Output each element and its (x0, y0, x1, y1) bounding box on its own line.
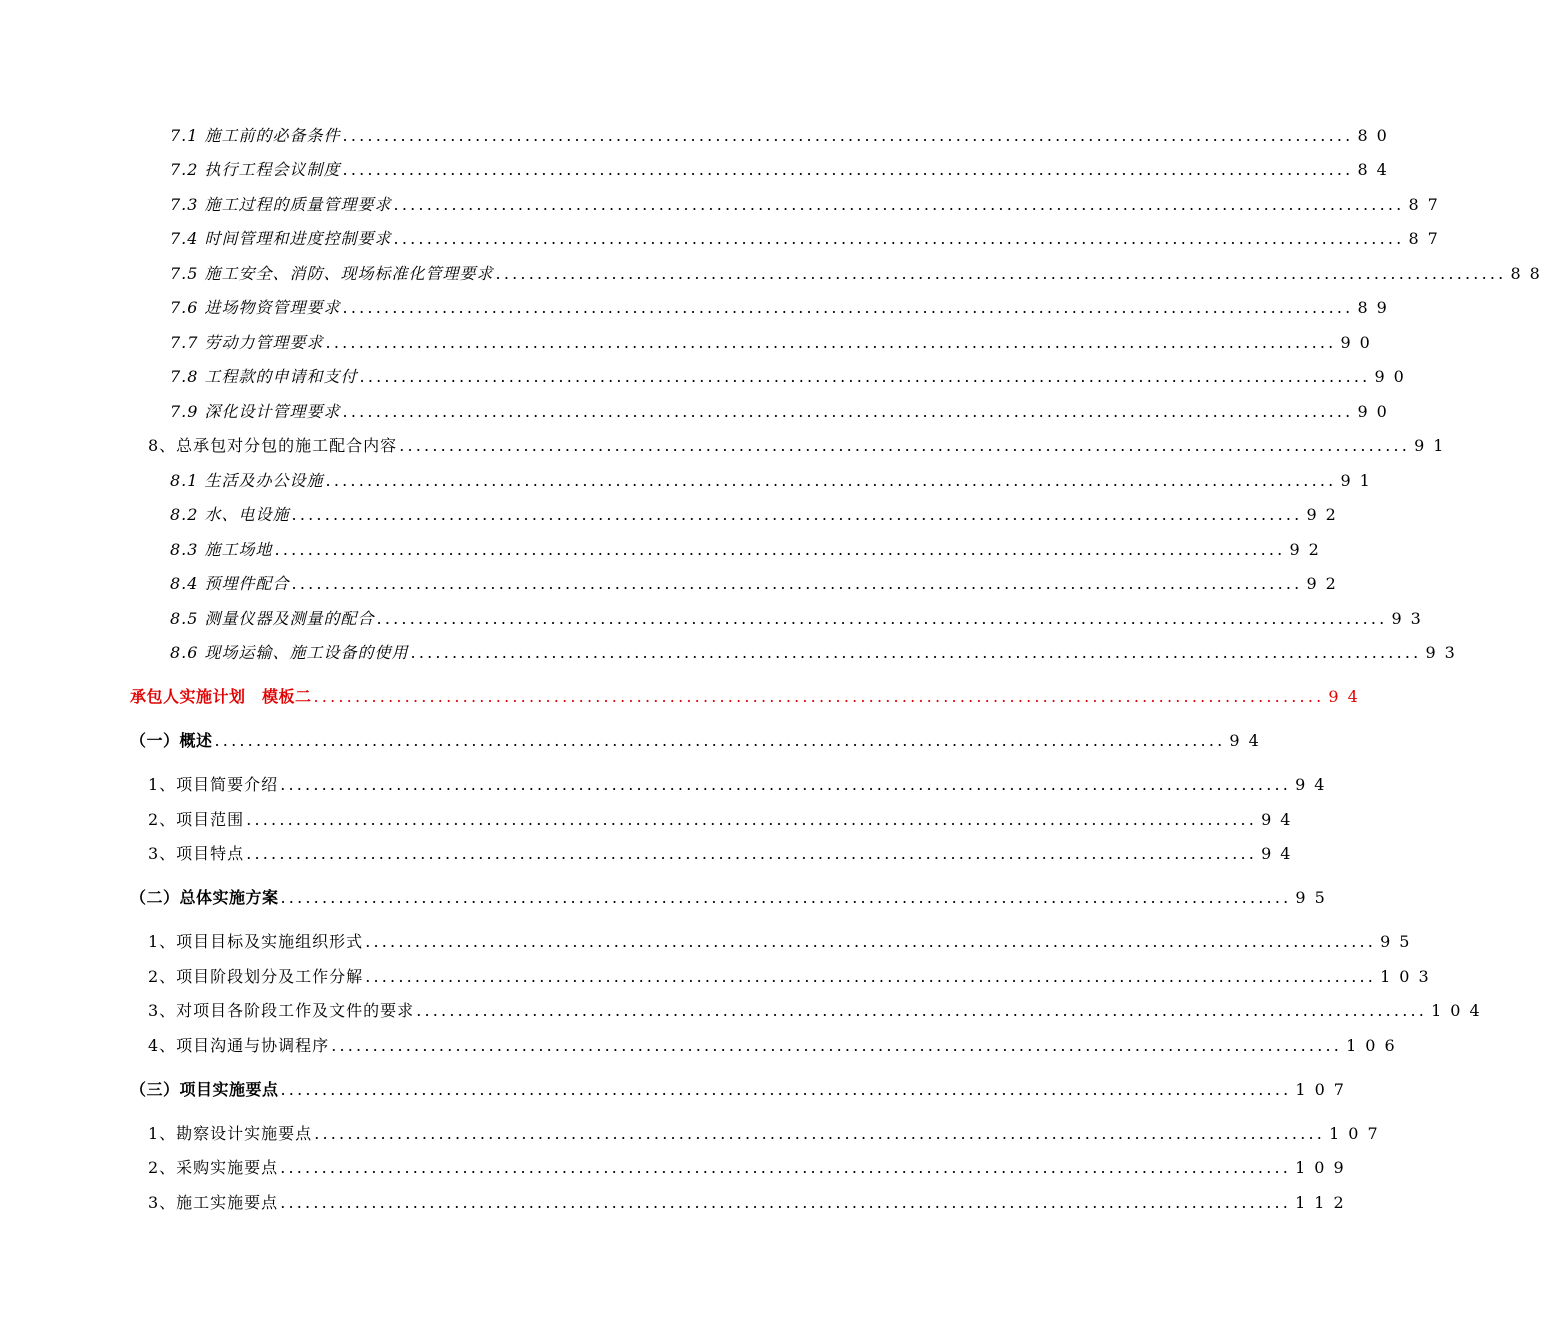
toc-entry-template-two[interactable] (130, 686, 1367, 708)
toc-page-number: 91 (1414, 436, 1453, 455)
toc-entry-label: 1、勘察设计实施要点 (148, 1124, 313, 1143)
toc-page-number: 95 (1380, 932, 1419, 951)
toc-page-number: 91 (1340, 471, 1379, 490)
toc-entry-7-3[interactable] (170, 194, 1447, 216)
toc-entry-label: 8.2 水、电设施 (170, 505, 290, 524)
toc-page-number: 93 (1425, 643, 1464, 662)
toc-entry-label: 8.1 生活及办公设施 (170, 471, 324, 490)
toc-page-number: 93 (1391, 609, 1430, 628)
toc-entry-label: 2、采购实施要点 (148, 1158, 279, 1177)
toc-entry-7-6[interactable] (170, 297, 1396, 319)
toc-entry-8[interactable] (148, 435, 1453, 457)
toc-leader-dots: .......................................................................................................................... (376, 609, 1388, 628)
toc-entry-label: 8、总承包对分包的施工配合内容 (148, 436, 398, 455)
toc-page-number: 104 (1431, 1001, 1489, 1020)
toc-leader-dots: .......................................................................................................................... (342, 402, 1354, 421)
toc-entry-label: 7.3 施工过程的质量管理要求 (170, 195, 392, 214)
toc-entry-label: 8.4 预埋件配合 (170, 574, 290, 593)
toc-leader-dots: .......................................................................................................................... (246, 844, 1258, 863)
toc-entry-section-2[interactable] (130, 887, 1334, 909)
toc-entry-2-3[interactable] (148, 1000, 1489, 1022)
toc-leader-dots: .......................................................................................................................... (246, 810, 1258, 829)
toc-entry-7-2[interactable] (170, 159, 1396, 181)
toc-entry-section-3[interactable] (130, 1079, 1353, 1101)
toc-entry-label: 7.2 执行工程会议制度 (170, 160, 341, 179)
toc-page-number: 106 (1346, 1036, 1404, 1055)
toc-page-number: 88 (1510, 264, 1549, 283)
toc-entry-label: 3、项目特点 (148, 844, 245, 863)
toc-entry-label: 1、项目目标及实施组织形式 (148, 932, 364, 951)
toc-entry-label: 1、项目简要介绍 (148, 775, 279, 794)
toc-entry-7-4[interactable] (170, 228, 1447, 250)
toc-entry-3-3[interactable] (148, 1192, 1353, 1214)
toc-leader-dots: .......................................................................................................................... (342, 160, 1354, 179)
toc-entry-2-2[interactable] (148, 966, 1438, 988)
toc-entry-label: 3、施工实施要点 (148, 1193, 279, 1212)
toc-entry-label: 7.4 时间管理和进度控制要求 (170, 229, 392, 248)
toc-leader-dots: .......................................................................................................................... (280, 1080, 1292, 1099)
toc-entry-8-6[interactable] (170, 642, 1464, 664)
toc-leader-dots: .......................................................................................................................... (214, 731, 1226, 750)
toc-leader-dots: .......................................................................................................................... (495, 264, 1507, 283)
toc-entry-8-5[interactable] (170, 608, 1430, 630)
toc-leader-dots: .......................................................................................................................... (410, 643, 1422, 662)
toc-entry-label: 7.7 劳动力管理要求 (170, 333, 324, 352)
toc-entry-label: 3、对项目各阶段工作及文件的要求 (148, 1001, 415, 1020)
toc-page-number: 94 (1261, 810, 1300, 829)
toc-page-number: 109 (1295, 1158, 1353, 1177)
toc-leader-dots: .......................................................................................................................... (342, 298, 1354, 317)
toc-entry-7-9[interactable] (170, 401, 1396, 423)
toc-entry-label: （三）项目实施要点 (130, 1080, 279, 1099)
toc-page-number: 92 (1306, 574, 1345, 593)
toc-page-number: 94 (1328, 687, 1367, 706)
toc-entry-label: 8.6 现场运输、施工设备的使用 (170, 643, 409, 662)
toc-leader-dots: .......................................................................................................................... (291, 574, 1303, 593)
toc-page-number: 90 (1357, 402, 1396, 421)
toc-page-number: 107 (1329, 1124, 1387, 1143)
toc-entry-label: （二）总体实施方案 (130, 888, 279, 907)
toc-entry-1-1[interactable] (148, 774, 1334, 796)
toc-entry-2-4[interactable] (148, 1035, 1404, 1057)
toc-entry-1-3[interactable] (148, 843, 1300, 865)
toc-entry-7-7[interactable] (170, 332, 1379, 354)
toc-leader-dots: .......................................................................................................................... (280, 1158, 1292, 1177)
toc-entry-label: 2、项目范围 (148, 810, 245, 829)
toc-entry-7-1[interactable] (170, 125, 1396, 147)
toc-page-number: 90 (1340, 333, 1379, 352)
toc-entry-label: 8.5 测量仪器及测量的配合 (170, 609, 375, 628)
toc-entry-label: 7.5 施工安全、消防、现场标准化管理要求 (170, 264, 494, 283)
toc-leader-dots: .......................................................................................................................... (365, 967, 1377, 986)
toc-entry-7-5[interactable] (170, 263, 1549, 285)
toc-leader-dots: .......................................................................................................................... (393, 195, 1405, 214)
toc-page-number: 90 (1374, 367, 1413, 386)
toc-entry-8-4[interactable] (170, 573, 1345, 595)
toc-leader-dots: .......................................................................................................................... (416, 1001, 1428, 1020)
toc-leader-dots: .......................................................................................................................... (393, 229, 1405, 248)
toc-page-number: 103 (1380, 967, 1438, 986)
toc-leader-dots: .......................................................................................................................... (331, 1036, 1343, 1055)
toc-entry-8-1[interactable] (170, 470, 1379, 492)
toc-page-number: 87 (1408, 229, 1447, 248)
toc-leader-dots: .......................................................................................................................... (291, 505, 1303, 524)
toc-leader-dots: .......................................................................................................................... (274, 540, 1286, 559)
toc-page-number: 92 (1306, 505, 1345, 524)
toc-entry-3-1[interactable] (148, 1123, 1387, 1145)
toc-leader-dots: .......................................................................................................................... (365, 932, 1377, 951)
toc-entry-2-1[interactable] (148, 931, 1419, 953)
toc-entry-label: 2、项目阶段划分及工作分解 (148, 967, 364, 986)
toc-entry-label: （一）概述 (130, 731, 213, 750)
toc-page-number: 80 (1357, 126, 1396, 145)
toc-page-number: 87 (1408, 195, 1447, 214)
toc-leader-dots: .......................................................................................................................... (325, 333, 1337, 352)
toc-leader-dots: .......................................................................................................................... (399, 436, 1411, 455)
toc-entry-label: 7.1 施工前的必备条件 (170, 126, 341, 145)
toc-page-number: 89 (1357, 298, 1396, 317)
toc-page-number: 84 (1357, 160, 1396, 179)
toc-entry-label: 7.6 进场物资管理要求 (170, 298, 341, 317)
toc-leader-dots: .......................................................................................................................... (280, 1193, 1292, 1212)
toc-entry-7-8[interactable] (170, 366, 1413, 388)
toc-entry-8-2[interactable] (170, 504, 1345, 526)
toc-leader-dots: .......................................................................................................................... (342, 126, 1354, 145)
toc-page-number: 112 (1295, 1193, 1353, 1212)
toc-entry-label: 8.3 施工场地 (170, 540, 273, 559)
toc-entry-label: 4、项目沟通与协调程序 (148, 1036, 330, 1055)
toc-entry-label: 7.8 工程款的申请和支付 (170, 367, 358, 386)
toc-entry-label: 承包人实施计划 模板二 (130, 687, 312, 706)
toc-entry-label: 7.9 深化设计管理要求 (170, 402, 341, 421)
toc-page-number: 92 (1289, 540, 1328, 559)
toc-leader-dots: .......................................................................................................................... (325, 471, 1337, 490)
toc-entry-section-1[interactable] (130, 730, 1268, 752)
toc-entry-3-2[interactable] (148, 1157, 1353, 1179)
toc-entry-8-3[interactable] (170, 539, 1328, 561)
toc-entry-1-2[interactable] (148, 809, 1300, 831)
toc-page-number: 107 (1295, 1080, 1353, 1099)
toc-page-number: 94 (1295, 775, 1334, 794)
toc-page-number: 94 (1261, 844, 1300, 863)
toc-leader-dots: .......................................................................................................................... (359, 367, 1371, 386)
toc-page-number: 95 (1295, 888, 1334, 907)
toc-page-number: 94 (1229, 731, 1268, 750)
toc-leader-dots: .......................................................................................................................... (280, 888, 1292, 907)
toc-leader-dots: .......................................................................................................................... (313, 687, 1325, 706)
toc-leader-dots: .......................................................................................................................... (314, 1124, 1326, 1143)
toc-leader-dots: .......................................................................................................................... (280, 775, 1292, 794)
